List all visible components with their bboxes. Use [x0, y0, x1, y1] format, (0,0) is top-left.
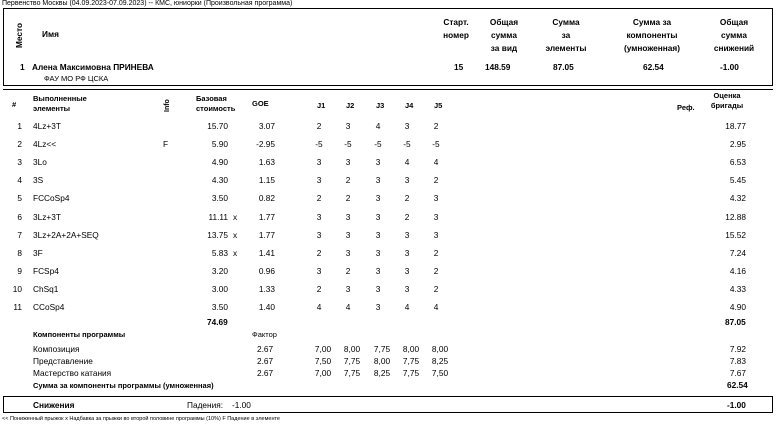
- skater-place: 1: [20, 62, 25, 72]
- total-header: [480, 16, 528, 55]
- element-code: 4Lz<<: [33, 139, 57, 150]
- element-code: 3Lz+2A+2A+SEQ: [33, 229, 99, 240]
- table-row: [0, 248, 781, 260]
- judge-2-score: 4: [345, 302, 351, 312]
- table-row: [0, 121, 781, 133]
- panel-score: 15.52: [725, 229, 746, 240]
- judge-3-score: 3: [375, 229, 381, 240]
- skater-deductions: -1.00: [720, 62, 739, 72]
- skater-elements-score: 87.05: [553, 62, 574, 72]
- panel-score: 12.88: [725, 211, 746, 222]
- judge-5-score: 2: [433, 121, 439, 131]
- base-value: 3.00: [211, 283, 228, 294]
- judge-2-score: 3: [345, 121, 351, 131]
- j1-header: J1: [317, 101, 326, 110]
- total-header-1: Общая: [489, 17, 519, 27]
- panel-score: 18.77: [725, 121, 746, 131]
- judge-5-score: 4: [433, 157, 439, 168]
- judge-3-score: 3: [375, 283, 381, 294]
- base-value: 5.90: [211, 139, 228, 150]
- component-judge-4: 7,75: [402, 368, 420, 378]
- footnote: << Пониженный прыжок x Надбавка за прыжки во второй половине программы (10%) F Падение в элементе: [2, 416, 280, 422]
- component-judge-3: 8,00: [373, 356, 391, 366]
- judge-4-score: 3: [404, 283, 410, 294]
- row-number: 10: [12, 283, 22, 294]
- goe-value: 1.15: [258, 175, 275, 186]
- judge-4-score: 2: [404, 193, 410, 204]
- info-flag: F: [163, 139, 169, 150]
- elements-top-rule: [3, 89, 773, 90]
- judge-5-score: 3: [433, 193, 439, 204]
- total-header-2: сумма: [491, 30, 517, 40]
- judge-5-score: 2: [433, 283, 439, 294]
- component-judge-4: 8,00: [402, 344, 420, 354]
- bonus-mark: x: [233, 229, 238, 240]
- base-header: [196, 94, 235, 114]
- judge-1-score: 2: [316, 283, 322, 294]
- judge-4-score: 3: [404, 229, 410, 240]
- deductions-box: [3, 396, 773, 413]
- start-header: [436, 16, 476, 42]
- judge-1-score: 3: [316, 175, 322, 186]
- component-judge-2: 7,75: [343, 356, 361, 366]
- judge-4-score: 3: [404, 247, 410, 258]
- judge-1-score: 3: [316, 157, 322, 168]
- bonus-mark: x: [233, 247, 238, 258]
- j4-header: J4: [405, 101, 414, 110]
- score-header: [705, 91, 749, 111]
- goe-value: 1.77: [258, 211, 275, 222]
- row-number: 7: [17, 229, 22, 240]
- judge-5-score: 2: [433, 247, 439, 258]
- panel-score: 7.24: [729, 247, 746, 258]
- component-score: 7.83: [729, 356, 746, 366]
- components-total-label: Сумма за компоненты программы (умноженная): [33, 381, 214, 390]
- skater-components-score: 62.54: [643, 62, 664, 72]
- judge-1-score: 3: [316, 229, 322, 240]
- element-code: 4Lz+3T: [33, 121, 61, 131]
- panel-score: 2.95: [729, 139, 746, 150]
- judge-2-score: 3: [345, 211, 351, 222]
- table-row: [0, 230, 781, 242]
- judge-3-score: 3: [375, 265, 381, 276]
- base-value: 3.20: [211, 265, 228, 276]
- judge-3-score: 3: [375, 193, 381, 204]
- component-judge-2: 7,75: [343, 368, 361, 378]
- panel-score: 5.45: [729, 175, 746, 186]
- bonus-mark: x: [233, 211, 238, 222]
- elements-header-2: за: [561, 30, 571, 40]
- base-value: 13.75: [207, 229, 228, 240]
- goe-header: GOE: [252, 99, 269, 108]
- base-header-1: Базовая: [196, 94, 227, 103]
- judge-2-score: 3: [345, 247, 351, 258]
- row-number: 4: [17, 175, 22, 186]
- element-code: 3Lo: [33, 157, 47, 168]
- components-header-3: (умноженная): [623, 43, 680, 53]
- name-header: Имя: [42, 29, 59, 39]
- base-value: 3.50: [211, 302, 228, 312]
- table-row: [0, 139, 781, 151]
- judge-1-score: 3: [316, 265, 322, 276]
- row-number: 5: [17, 193, 22, 204]
- component-row: [0, 344, 781, 356]
- component-judge-5: 8,25: [431, 356, 449, 366]
- base-value: 3.50: [211, 193, 228, 204]
- j2-header: J2: [346, 101, 355, 110]
- table-row: [0, 175, 781, 187]
- judge-2-score: 3: [345, 157, 351, 168]
- panel-score: 4.32: [729, 193, 746, 204]
- component-judge-3: 7,75: [373, 344, 391, 354]
- element-code: FCSp4: [33, 265, 59, 276]
- table-row: [0, 266, 781, 278]
- component-row: [0, 356, 781, 368]
- judge-4-score: -5: [403, 139, 411, 150]
- skater-club: ФАУ МО РФ ЦСКА: [44, 74, 109, 83]
- deductions-total: -1.00: [727, 400, 746, 410]
- base-value: 11.11: [208, 211, 228, 222]
- component-judge-5: 7,50: [431, 368, 449, 378]
- judge-4-score: 2: [404, 211, 410, 222]
- start-header-1: Старт.: [443, 17, 469, 27]
- component-factor: 2.67: [257, 356, 274, 366]
- goe-value: -2.95: [256, 139, 275, 150]
- components-total: 62.54: [727, 380, 748, 390]
- j3-header: J3: [376, 101, 385, 110]
- elements-total-score: 87.05: [725, 317, 746, 327]
- judge-1-score: 2: [316, 247, 322, 258]
- judge-3-score: -5: [374, 139, 382, 150]
- component-factor: 2.67: [257, 368, 274, 378]
- judge-4-score: 4: [404, 157, 410, 168]
- component-judge-1: 7,00: [314, 344, 332, 354]
- deductions-header-2: сумма: [721, 30, 747, 40]
- component-judge-1: 7,00: [314, 368, 332, 378]
- judge-2-score: 2: [345, 265, 351, 276]
- element-code: 3S: [33, 175, 44, 186]
- ref-header: Реф.: [677, 103, 695, 112]
- judge-2-score: 2: [345, 193, 351, 204]
- row-number: 2: [17, 139, 22, 150]
- judge-5-score: 2: [433, 175, 439, 186]
- element-code: CCoSp4: [33, 302, 65, 312]
- goe-value: 3.07: [258, 121, 275, 131]
- judge-3-score: 3: [375, 302, 381, 312]
- row-number: 8: [17, 247, 22, 258]
- component-judge-5: 8,00: [431, 344, 449, 354]
- judge-4-score: 3: [404, 175, 410, 186]
- table-row: [0, 212, 781, 224]
- judge-2-score: 3: [345, 229, 351, 240]
- goe-value: 1.40: [258, 302, 275, 312]
- judge-2-score: 3: [345, 283, 351, 294]
- component-judge-1: 7,50: [314, 356, 332, 366]
- skater-start-number: 15: [454, 62, 464, 72]
- element-code: FCCoSp4: [33, 193, 70, 204]
- elements-header: [540, 16, 592, 55]
- panel-score: 4.16: [729, 265, 746, 276]
- component-factor: 2.67: [257, 344, 274, 354]
- element-header-2: элементы: [33, 104, 71, 113]
- deductions-header: [704, 16, 764, 55]
- judge-5-score: 3: [433, 229, 439, 240]
- base-value: 5.83: [211, 247, 228, 258]
- factor-header: Фактор: [252, 330, 277, 339]
- row-number: 1: [17, 121, 22, 131]
- judge-3-score: 4: [375, 121, 381, 131]
- judge-3-score: 3: [375, 247, 381, 258]
- goe-value: 0.82: [258, 193, 275, 204]
- goe-value: 0.96: [258, 265, 275, 276]
- component-name: Представление: [33, 356, 93, 366]
- elements-header-3: элементы: [545, 43, 587, 53]
- score-header-2: бригады: [710, 101, 744, 110]
- score-header-1: Оценка: [713, 91, 741, 100]
- row-number: 9: [17, 265, 22, 276]
- goe-value: 1.77: [258, 229, 275, 240]
- base-value: 4.90: [211, 157, 228, 168]
- judge-1-score: -5: [315, 139, 323, 150]
- judge-3-score: 3: [375, 157, 381, 168]
- components-header-1: Сумма за: [632, 17, 672, 27]
- skater-total: 148.59: [485, 62, 511, 72]
- base-value: 4.30: [211, 175, 228, 186]
- skater-name: Алена Максимовна ПРИНЕВА: [32, 62, 154, 72]
- judge-2-score: 2: [345, 175, 351, 186]
- deductions-header-1: Общая: [719, 17, 749, 27]
- elements-header-1: Сумма: [552, 17, 580, 27]
- info-header: Info: [164, 99, 171, 112]
- row-number: 6: [17, 211, 22, 222]
- start-header-2: номер: [443, 30, 469, 40]
- table-row: [0, 284, 781, 296]
- components-title: Компоненты программы: [33, 330, 126, 339]
- judge-1-score: 2: [316, 121, 322, 131]
- j5-header: J5: [434, 101, 443, 110]
- total-header-3: за вид: [490, 43, 518, 53]
- num-header: #: [12, 100, 17, 109]
- judge-4-score: 3: [404, 121, 410, 131]
- component-score: 7.92: [729, 344, 746, 354]
- event-title: Первенство Москвы (04.09.2023-07.09.2023) -- КМС, юниорки (Произвольная программа): [2, 0, 293, 7]
- components-header-2: компоненты: [626, 30, 678, 40]
- element-code: ChSq1: [33, 283, 59, 294]
- falls-label: Падения:: [187, 400, 224, 410]
- component-row: [0, 368, 781, 380]
- judge-5-score: 3: [433, 211, 439, 222]
- row-number: 3: [17, 157, 22, 168]
- judge-1-score: 2: [316, 193, 322, 204]
- component-score: 7.67: [729, 368, 746, 378]
- falls-value: -1.00: [232, 400, 251, 410]
- element-header: [33, 94, 87, 114]
- goe-value: 1.63: [258, 157, 275, 168]
- base-value: 15.70: [207, 121, 228, 131]
- judge-5-score: -5: [432, 139, 440, 150]
- judge-2-score: -5: [344, 139, 352, 150]
- place-header: Место: [14, 22, 24, 48]
- judge-4-score: 3: [404, 265, 410, 276]
- panel-score: 4.33: [729, 283, 746, 294]
- judge-4-score: 4: [404, 302, 410, 312]
- table-row: [0, 193, 781, 205]
- panel-score: 4.90: [729, 302, 746, 312]
- table-row: [0, 302, 781, 314]
- deductions-header-3: снижений: [713, 43, 755, 53]
- component-judge-2: 8,00: [343, 344, 361, 354]
- goe-value: 1.41: [258, 247, 275, 258]
- judge-3-score: 3: [375, 175, 381, 186]
- component-judge-3: 8,25: [373, 368, 391, 378]
- element-code: 3F: [33, 247, 43, 258]
- judge-1-score: 3: [316, 211, 322, 222]
- deductions-label: Снижения: [33, 400, 75, 410]
- table-row: [0, 157, 781, 169]
- judge-5-score: 2: [433, 265, 439, 276]
- judge-1-score: 4: [316, 302, 322, 312]
- base-header-2: стоимость: [196, 104, 236, 113]
- element-code: 3Lz+3T: [33, 211, 61, 222]
- components-header: [612, 16, 692, 55]
- judge-3-score: 3: [375, 211, 381, 222]
- component-name: Мастерство катания: [33, 368, 112, 378]
- component-name: Композиция: [33, 344, 80, 354]
- judge-5-score: 4: [433, 302, 439, 312]
- panel-score: 6.53: [729, 157, 746, 168]
- goe-value: 1.33: [258, 283, 275, 294]
- elements-total-base: 74.69: [207, 317, 228, 327]
- component-judge-4: 7,75: [402, 356, 420, 366]
- row-number: 11: [13, 302, 22, 312]
- element-header-1: Выполненные: [33, 94, 87, 103]
